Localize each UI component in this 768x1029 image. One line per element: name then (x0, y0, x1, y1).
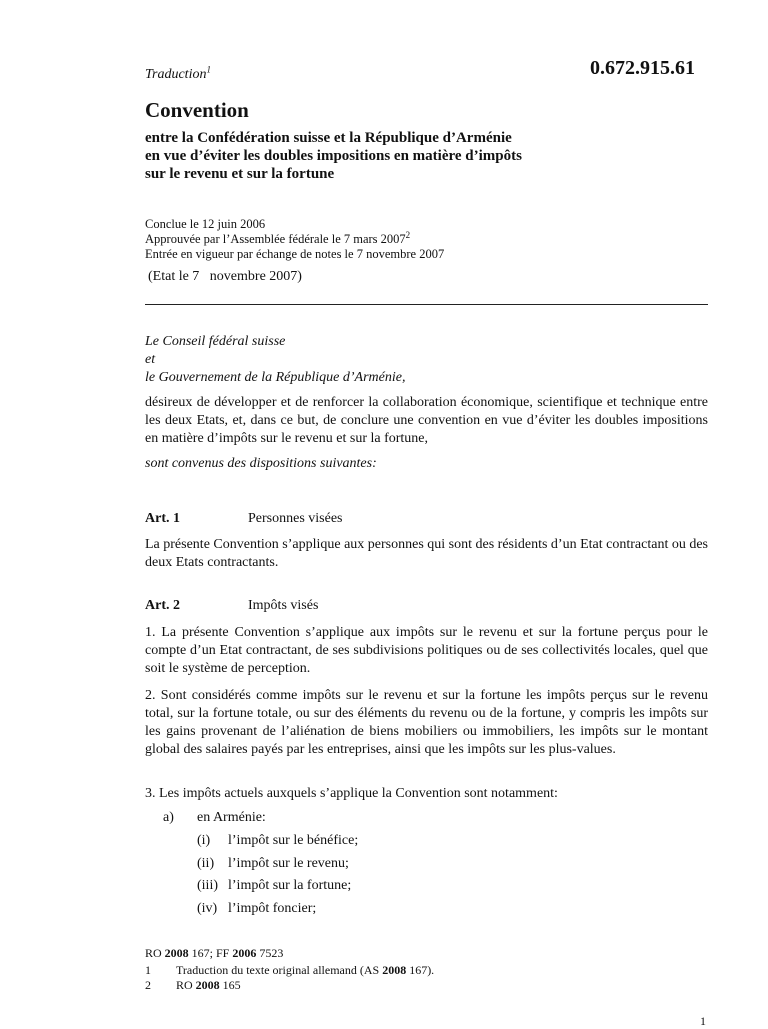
document-subtitle (145, 129, 522, 183)
approved-date-text: Approuvée par l’Assemblée fédérale le 7 mars 2007 (145, 232, 406, 246)
footnote-1-number: 1 (145, 963, 151, 977)
in-force-date: Entrée en vigueur par échange de notes le 7 novembre 2007 (145, 247, 445, 261)
translation-text: Traduction (145, 67, 207, 82)
subtitle-line: en vue d’éviter les doubles impositions en matière d’impôts (145, 148, 522, 164)
list-item (197, 832, 358, 850)
list-item (197, 877, 351, 895)
list-item-text: l’impôt foncier; (228, 901, 317, 916)
list-item-number: (i) (197, 833, 211, 848)
list-item (197, 900, 316, 918)
article-1-label: Art. 1 (145, 511, 180, 526)
list-item-text: l’impôt sur le revenu; (228, 856, 349, 871)
preamble-parties (145, 333, 405, 387)
footnote-1-end: 167). (406, 963, 435, 977)
translation-label (145, 66, 211, 84)
party-connector: et (145, 352, 156, 367)
footnote-1-year: 2008 (382, 963, 407, 977)
party-switzerland: Le Conseil fédéral suisse (145, 334, 286, 349)
ff-page: 7523 (256, 946, 284, 960)
document-title: Convention (145, 98, 249, 122)
ro-year: 2008 (164, 946, 189, 960)
list-item-number: (iv) (197, 901, 218, 916)
concluded-date: Conclue le 12 juin 2006 (145, 217, 266, 231)
page-number: 1 (700, 1014, 706, 1028)
article-1-text: La présente Convention s’applique aux personnes qui sont des résidents d’un Etat contractant ou des deux Etats contractants. (145, 537, 708, 570)
systematic-number: 0.672.915.61 (590, 57, 695, 79)
article-2-heading (145, 597, 318, 615)
list-a-text: en Arménie: (197, 810, 266, 825)
preamble-convenus: sont convenus des dispositions suivantes: (145, 456, 377, 471)
status-date: (Etat le 7 novembre 2007) (148, 269, 302, 284)
list-item-number: (ii) (197, 856, 215, 871)
footnote-1 (145, 963, 434, 978)
footnote-ref-2[interactable]: 2 (405, 229, 411, 240)
article-2-label: Art. 2 (145, 598, 180, 613)
approved-date (145, 229, 444, 247)
article-1-heading (145, 510, 343, 528)
footnote-1-text: Traduction du texte original allemand (AS (176, 963, 383, 977)
party-armenia: le Gouvernement de la République d’Arménie, (145, 370, 406, 385)
footnote-2 (145, 978, 241, 993)
footnote-2-year: 2008 (195, 978, 220, 992)
subtitle-line: entre la Confédération suisse et la République d’Arménie (145, 130, 512, 146)
footnote-2-number: 2 (145, 978, 151, 992)
list-item-text: l’impôt sur le bénéfice; (228, 833, 359, 848)
official-references (145, 946, 283, 961)
list-item (197, 855, 349, 873)
list-a-label: a) (163, 810, 174, 825)
article-1-title: Personnes visées (248, 511, 343, 526)
separator-rule (145, 304, 708, 305)
footnote-2-end: 165 (219, 978, 241, 992)
ro-ff-separator: 167; FF (188, 946, 233, 960)
footnote-ref-1[interactable]: 1 (206, 64, 211, 75)
article-2-para-1: 1. La présente Convention s’applique aux impôts sur le revenu et sur la fortune perçus pour le compte d’un Etat contractant, de ses subdivisions politiques ou de ses collectivités locales, quel que soit le système de perception. (145, 625, 708, 676)
list-item-number: (iii) (197, 878, 218, 893)
article-2-title: Impôts visés (248, 598, 319, 613)
subtitle-line: sur le revenu et sur la fortune (145, 166, 335, 182)
list-item-text: l’impôt sur la fortune; (228, 878, 352, 893)
footnote-2-text: RO (176, 978, 196, 992)
dates-block (145, 217, 444, 262)
article-2-para-2: 2. Sont considérés comme impôts sur le revenu et sur la fortune les impôts perçus sur le revenu total, sur la fortune totale, ou sur des éléments du revenu ou de la fortune, y compris les impôts sur les gains provenant de l’aliénation de biens mobiliers ou immobiliers, les impôts sur le montant global des salaires payés par les entreprises, ainsi que les impôts sur les plus-values. (145, 688, 708, 757)
ro-prefix: RO (145, 946, 165, 960)
preamble-desireux: désireux de développer et de renforcer la collaboration économique, scientifique et technique entre les deux Etats, et, dans ce but, de conclure une convention en vue d’éviter les doubles impositions en matière d’impôts sur le revenu et sur la fortune, (145, 395, 708, 446)
article-2-para-3: 3. Les impôts actuels auxquels s’applique la Convention sont notamment: (145, 786, 558, 801)
ff-year: 2006 (232, 946, 257, 960)
